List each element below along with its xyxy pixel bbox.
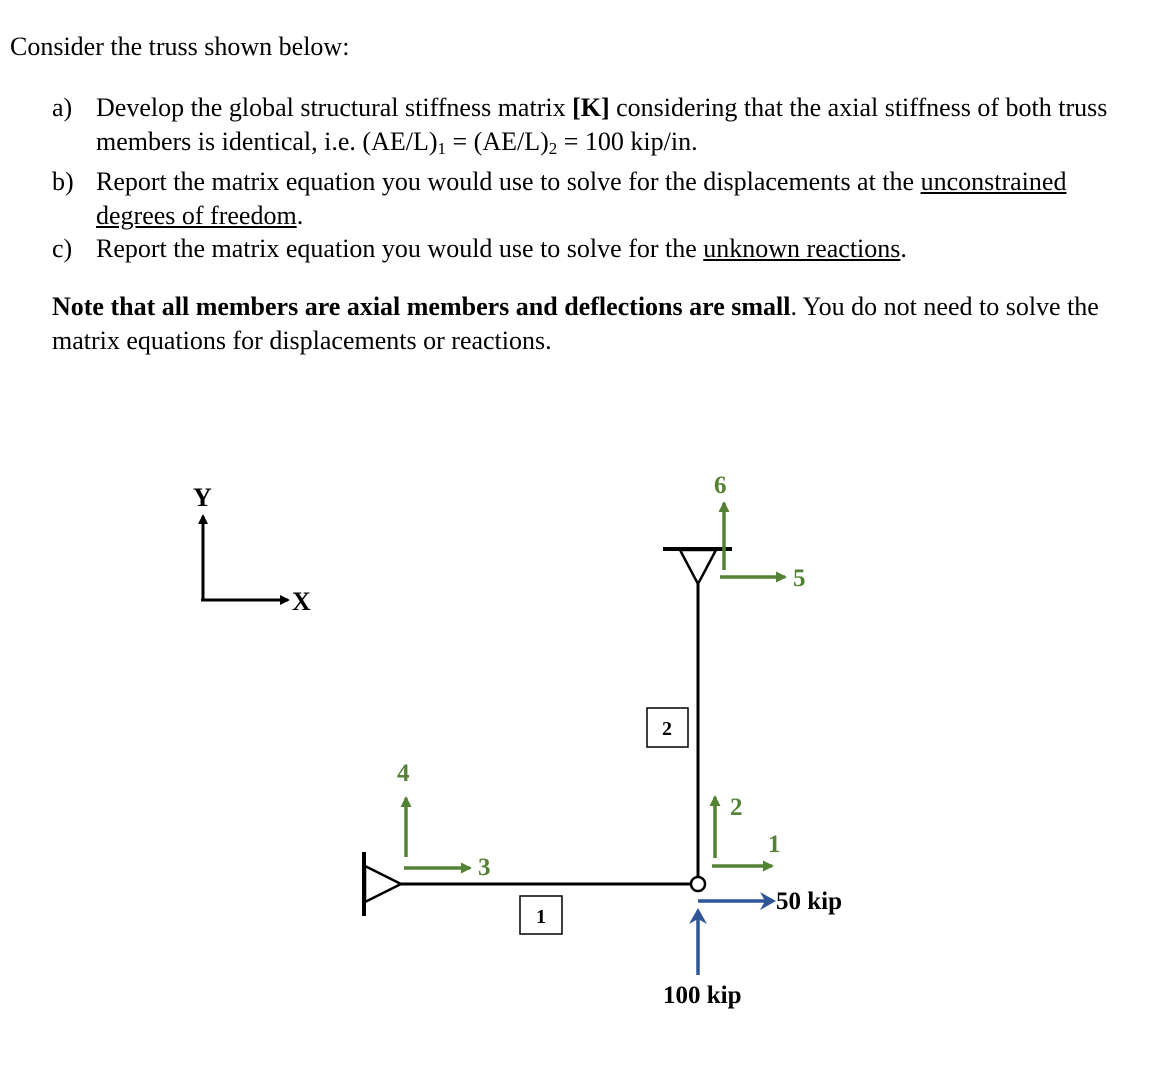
dof-2-label: 2 <box>730 794 743 821</box>
dof-5-label: 5 <box>793 565 806 592</box>
member-2-label: 2 <box>662 718 672 740</box>
member-2-label-box <box>647 708 688 747</box>
part-b-end: . <box>296 200 304 230</box>
part-a-sub-2: 2 <box>548 138 558 158</box>
dof-4-label: 4 <box>397 760 410 787</box>
note-bold: Note that all members are axial members and deflections are small <box>52 292 791 321</box>
part-a-bold: [K] <box>572 93 610 122</box>
part-c-text: Report the matrix equation you would use to solve for the <box>96 234 704 263</box>
vertical-load-label: 100 kip <box>663 982 742 1009</box>
part-a-text-1: Develop the global structural stiffness matrix <box>96 93 573 122</box>
part-a-sub-1: 1 <box>437 138 447 158</box>
part-a-text-4: = 100 kip/in. <box>557 126 698 156</box>
dof-3-label: 3 <box>478 854 491 881</box>
member-1-label: 1 <box>536 906 546 928</box>
horizontal-load-label: 50 kip <box>776 888 843 915</box>
free-joint <box>691 877 705 891</box>
y-axis-label: Y <box>193 483 212 512</box>
part-b-underlined: unconstrained degrees of freedom <box>96 167 1067 230</box>
part-c-marker: c) <box>52 234 73 263</box>
part-b-text: Report the matrix equation you would use to solve for the displacements at the <box>96 167 921 196</box>
problem-intro: Consider the truss shown below: <box>10 32 350 61</box>
part-a-marker: a) <box>52 93 73 122</box>
part-a-text-2: considering that the axial stiffness of both truss members is identical, i.e. (AE/L) <box>96 93 1108 156</box>
x-axis-label: X <box>292 587 311 616</box>
member-1-label-box <box>520 896 562 934</box>
left-pin-support <box>364 852 401 916</box>
part-b-marker: b) <box>52 167 74 196</box>
part-a-text-3: = (AE/L) <box>446 126 549 156</box>
applied-loads <box>663 888 842 1009</box>
dof-labels <box>397 472 806 881</box>
dof-arrows <box>404 503 785 868</box>
dof-1-label: 1 <box>768 831 781 858</box>
coordinate-axes <box>193 483 311 616</box>
part-c-underlined: unknown reactions <box>703 234 901 263</box>
dof-6-label: 6 <box>714 472 727 499</box>
part-c-end: . <box>900 234 907 263</box>
note-rest: . You do not need to solve the matrix equations for displacements or reactions. <box>52 292 1099 355</box>
